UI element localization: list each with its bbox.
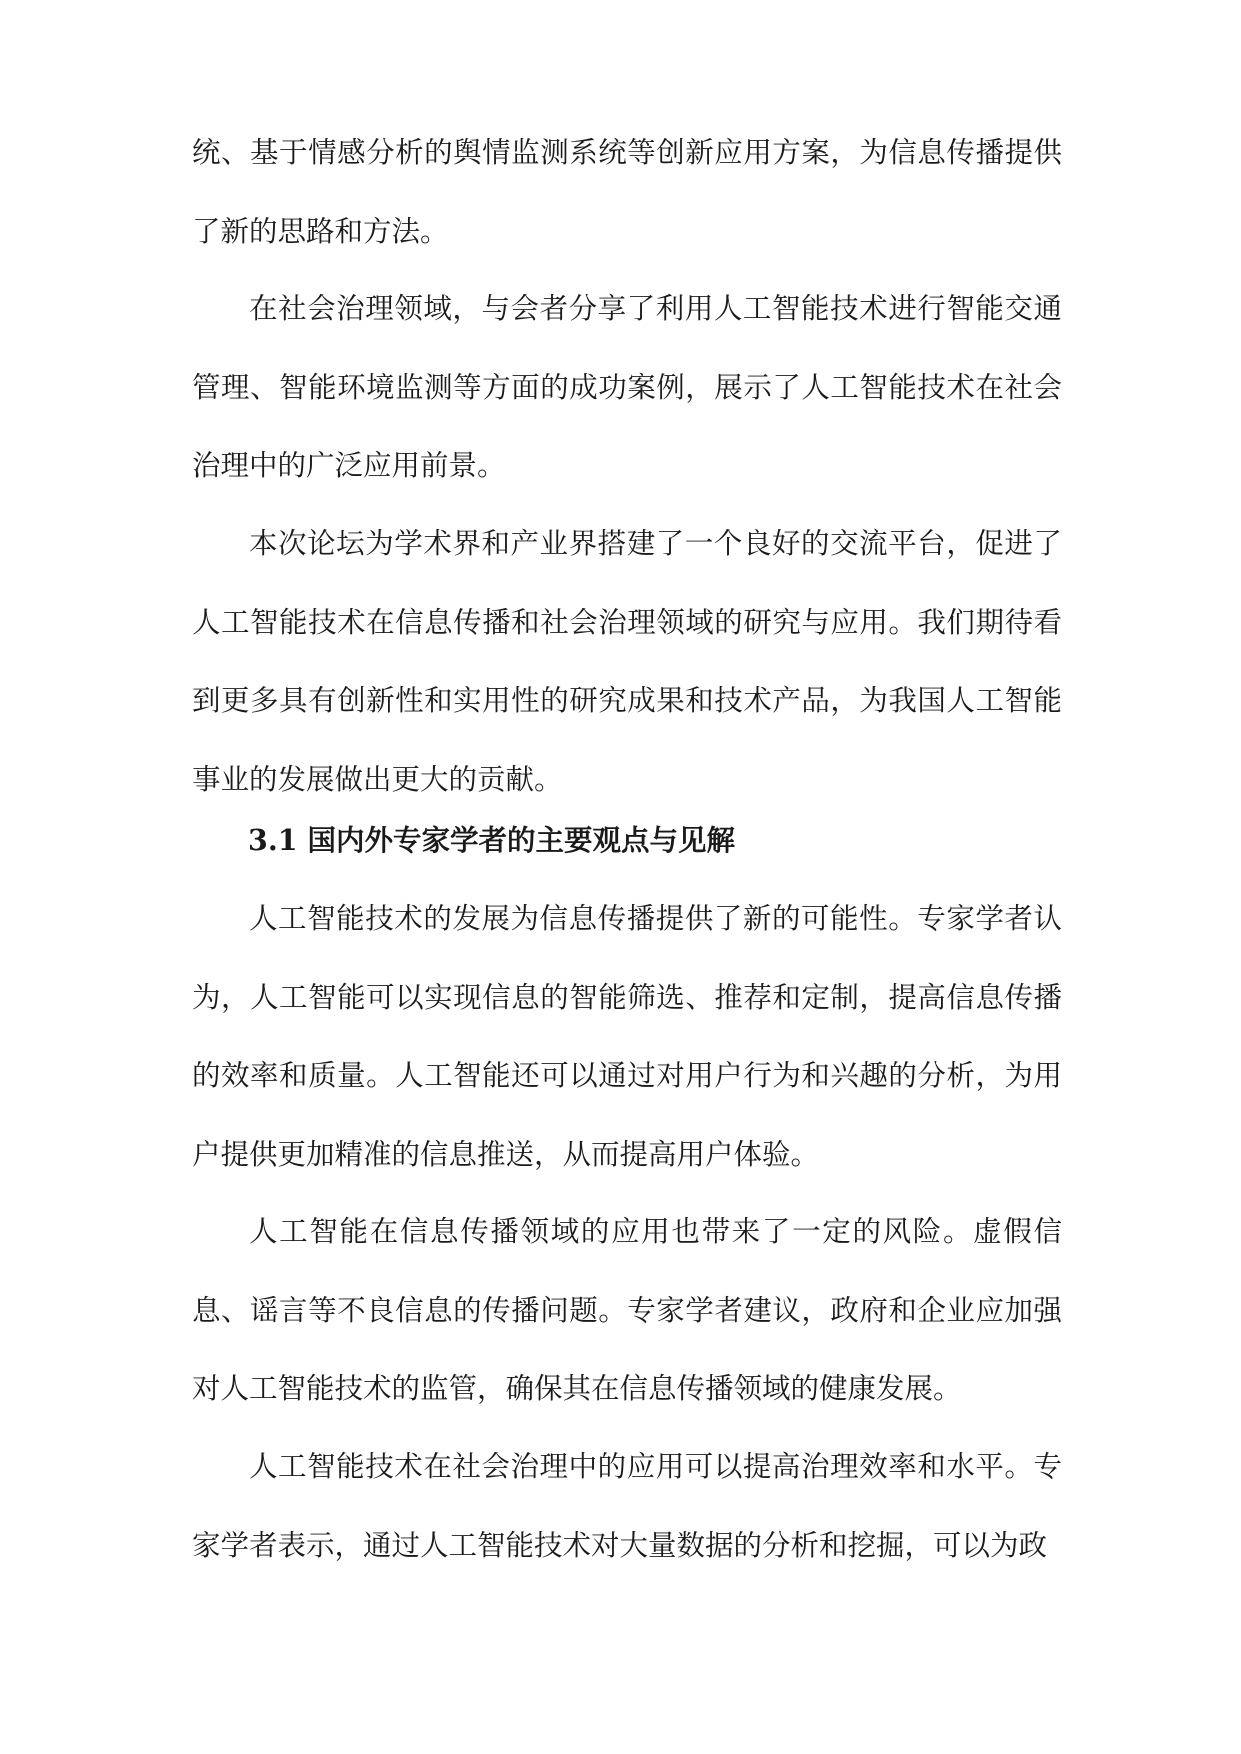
section-number: 3.1 [248,823,298,857]
section-heading [248,801,1068,880]
paragraph-continuation: 统、基于情感分析的舆情监测系统等创新应用方案，为信息传播提供了新的思路和方法。 [192,136,1062,248]
paragraph-forum-summary: 本次论坛为学术界和产业界搭建了一个良好的交流平台，促进了人工智能技术在信息传播和社会治理领域的研究与应用。我们期待看到更多具有创新性和实用性的研究成果和技术产品，为我国人工智能事业的发展做出更大的贡献。 [192,527,1062,796]
paragraph-ai-info-dissemination: 人工智能技术的发展为信息传播提供了新的可能性。专家学者认为，人工智能可以实现信息的智能筛选、推荐和定制，提高信息传播的效率和质量。人工智能还可以通过对用户行为和兴趣的分析，为用户提供更加精准的信息推送，从而提高用户体验。 [192,902,1062,1171]
paragraph-ai-risks: 人工智能在信息传播领域的应用也带来了一定的风险。虚假信息、谣言等不良信息的传播问题。专家学者建议，政府和企业应加强对人工智能技术的监管，确保其在信息传播领域的健康发展。 [192,1215,1062,1405]
section-title: 国内外专家学者的主要观点与见解 [307,823,736,857]
paragraph-social-governance: 在社会治理领域，与会者分享了利用人工智能技术进行智能交通管理、智能环境监测等方面的成功案例，展示了人工智能技术在社会治理中的广泛应用前景。 [192,292,1062,482]
paragraph-ai-governance: 人工智能技术在社会治理中的应用可以提高治理效率和水平。专家学者表示，通过人工智能技术对大量数据的分析和挖掘，可以为政 [192,1450,1062,1562]
